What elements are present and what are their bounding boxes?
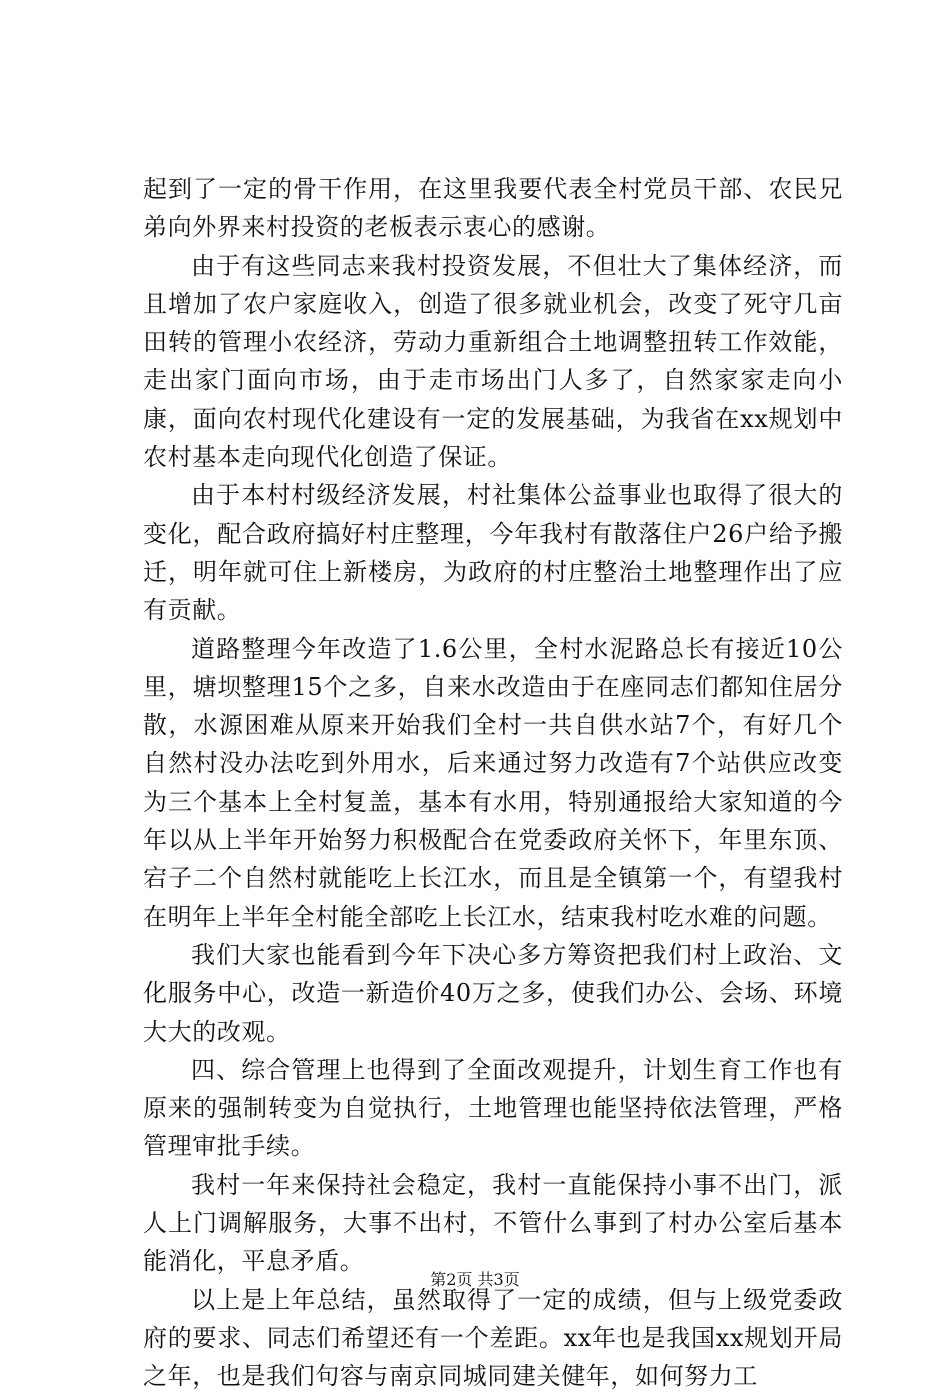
paragraph: 我村一年来保持社会稳定，我村一直能保持小事不出门，派人上门调解服务，大事不出村，不管什么事到了村办公室后基本能消化，平息矛盾。 (143, 1170, 843, 1276)
paragraph: 我们大家也能看到今年下决心多方筹资把我们村上政治、文化服务中心，改造一新造价40万之多，使我们办公、会场、环境大大的改观。 (143, 940, 843, 1046)
paragraph: 由于有这些同志来我村投资发展，不但壮大了集体经济，而且增加了农户家庭收入，创造了很多就业机会，改变了死守几亩田转的管理小农经济，劳动力重新组合土地调整扭转工作效能，走出家门面向市场，由于走市场出门人多了，自然家家走向小康，面向农村现代化建设有一定的发展基础，为我省在xx规划中农村基本走向现代化创造了保证。 (143, 251, 843, 472)
paragraph: 道路整理今年改造了1.6公里，全村水泥路总长有接近10公里，塘坝整理15个之多，自来水改造由于在座同志们都知住居分散，水源困难从原来开始我们全村一共自供水站7个，有好几个自然村没办法吃到外用水，后来通过努力改造有7个站供应改变为三个基本上全村复盖，基本有水用，特别通报给大家知道的今年以从上半年开始努力积极配合在党委政府关怀下，年里东顶、宕子二个自然村就能吃上长江水，而且是全镇第一个，有望我村在明年上半年全村能全部吃上长江水，结束我村吃水难的问题。 (143, 634, 843, 931)
paragraph: 四、综合管理上也得到了全面改观提升，计划生育工作也有原来的强制转变为自觉执行，土地管理也能坚持依法管理，严格管理审批手续。 (143, 1055, 843, 1161)
paragraph: 由于本村村级经济发展，村社集体公益事业也取得了很大的变化，配合政府搞好村庄整理，今年我村有散落住户26户给予搬迁，明年就可住上新楼房，为政府的村庄整治土地整理作出了应有贡献。 (143, 481, 843, 625)
page-number-footer: 第2页 共3页 (430, 1270, 520, 1289)
paragraph: 以上是上年总结，虽然取得了一定的成绩，但与上级党委政府的要求、同志们希望还有一个差距。xx年也是我国xx规划开局之年，也是我们句容与南京同城同建关健年，如何努力工 (143, 1285, 843, 1391)
document-body (143, 170, 843, 1396)
paragraph: 起到了一定的骨干作用，在这里我要代表全村党员干部、农民兄弟向外界来村投资的老板表示衷心的感谢。 (143, 175, 843, 242)
